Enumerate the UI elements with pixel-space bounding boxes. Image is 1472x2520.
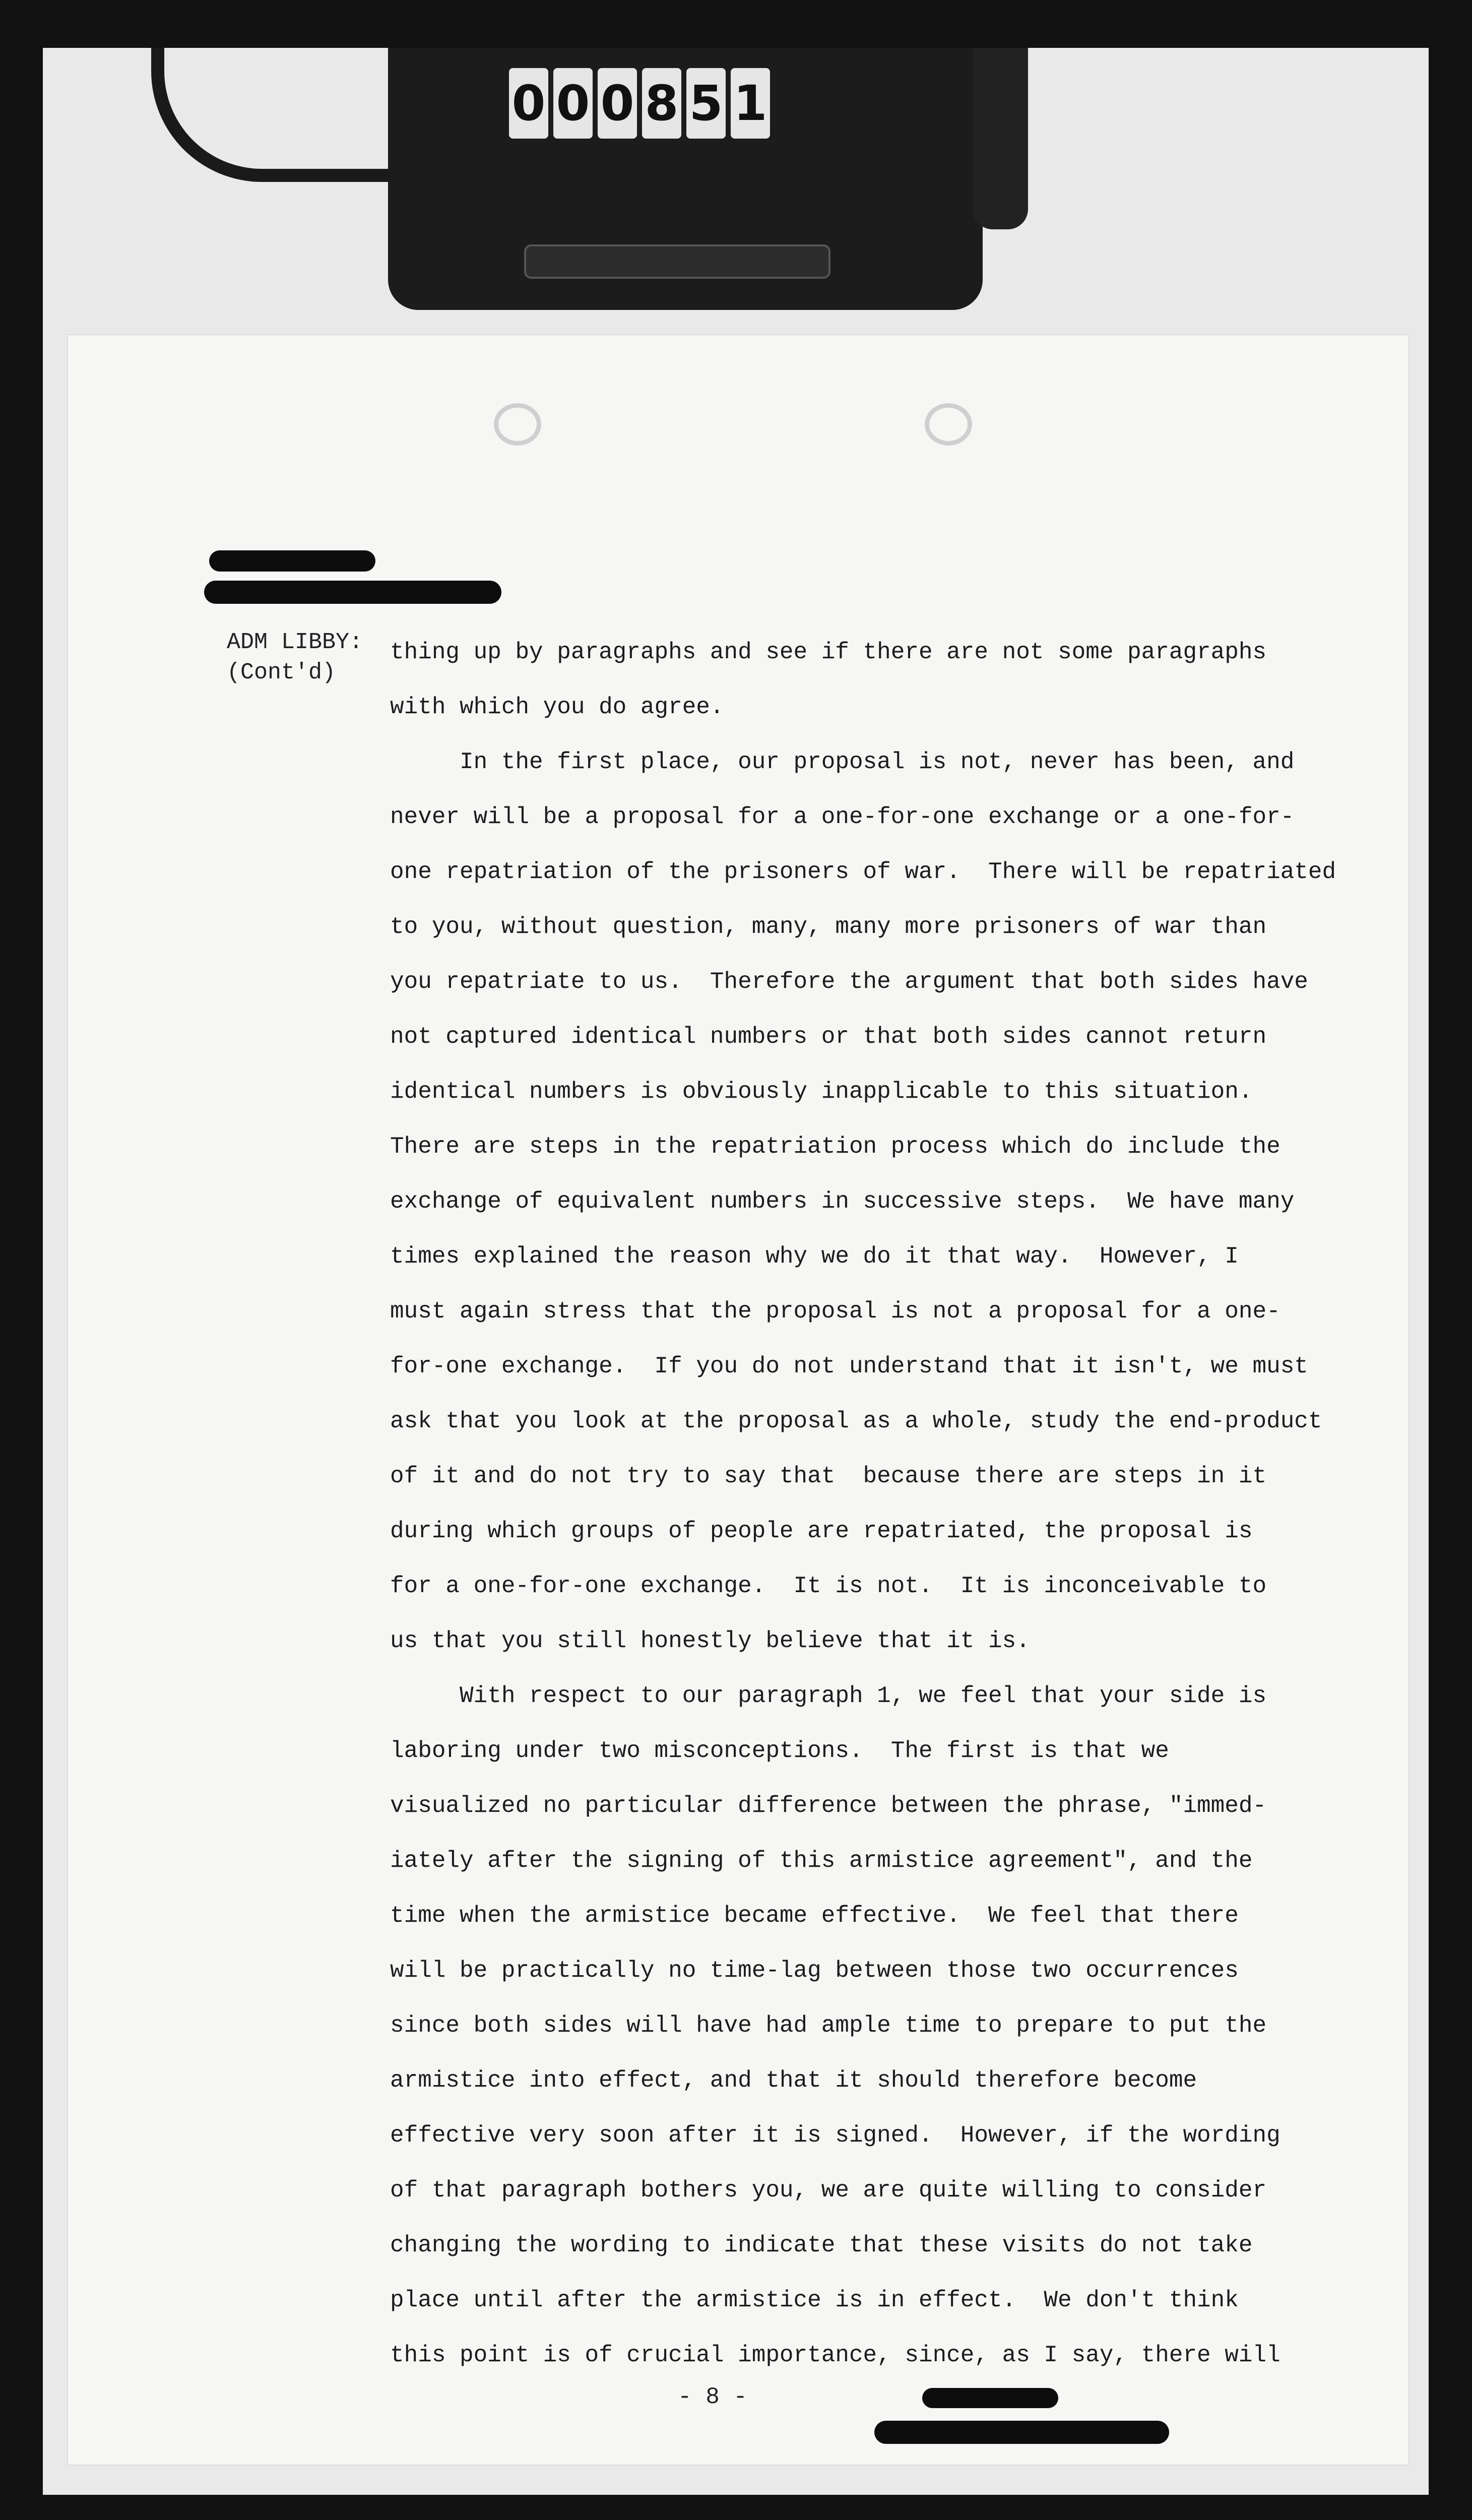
text-line: this point is of crucial importance, since, as I say, there will: [390, 2342, 1281, 2368]
text-line: for-one exchange. If you do not understand that it isn't, we must: [390, 1353, 1308, 1379]
text-line: time when the armistice became effective. We feel that there: [390, 1903, 1239, 1929]
text-line: With respect to our paragraph 1, we feel that your side is: [390, 1683, 1267, 1709]
text-line: place until after the armistice is in effect. We don't think: [390, 2287, 1239, 2313]
text-line: There are steps in the repatriation process which do include the: [390, 1133, 1281, 1160]
text-line: of it and do not try to say that because there are steps in it: [390, 1463, 1267, 1489]
text-line: thing up by paragraphs and see if there are not some paragraphs: [390, 639, 1267, 665]
text-line: for a one-for-one exchange. It is not. It is inconceivable to: [390, 1573, 1267, 1599]
text-line: changing the wording to indicate that these visits do not take: [390, 2232, 1253, 2258]
counter-digit: 0: [509, 68, 548, 139]
text-line: you repatriate to us. Therefore the argument that both sides have: [390, 969, 1308, 995]
text-line: to you, without question, many, many more prisoners of war than: [390, 914, 1267, 940]
text-line: us that you still honestly believe that it is.: [390, 1628, 1030, 1654]
text-line: visualized no particular difference between the phrase, "immed-: [390, 1793, 1267, 1819]
text-line: In the first place, our proposal is not, never has been, and: [390, 749, 1295, 775]
speaker-continued-note: (Cont'd): [227, 660, 336, 685]
page-number: - 8 -: [678, 2384, 748, 2410]
document-body: [390, 625, 1337, 2383]
text-line: one repatriation of the prisoners of war. There will be repatriated: [390, 859, 1336, 885]
text-line: never will be a proposal for a one-for-one exchange or a one-for-: [390, 804, 1295, 830]
counter-digit: 8: [642, 68, 681, 139]
counter-plate: [524, 244, 830, 279]
counter-knob: [973, 48, 1028, 229]
text-line: during which groups of people are repatriated, the proposal is: [390, 1518, 1253, 1544]
counter-digit: 0: [553, 68, 593, 139]
text-line: identical numbers is obviously inapplicable to this situation.: [390, 1079, 1253, 1105]
text-line: iately after the signing of this armistice agreement", and the: [390, 1848, 1253, 1874]
counter-digit: 5: [686, 68, 726, 139]
redaction-bar: [209, 550, 375, 572]
punch-hole: [494, 403, 541, 446]
speaker-label: [227, 627, 393, 688]
text-line: effective very soon after it is signed. However, if the wording: [390, 2122, 1281, 2149]
redaction-bar: [874, 2421, 1169, 2444]
text-line: exchange of equivalent numbers in successive steps. We have many: [390, 1188, 1295, 1215]
text-line: of that paragraph bothers you, we are quite willing to consider: [390, 2177, 1267, 2203]
text-line: armistice into effect, and that it should therefore become: [390, 2067, 1197, 2094]
text-line: will be practically no time-lag between those two occurrences: [390, 1958, 1239, 1984]
text-line: since both sides will have had ample time to prepare to put the: [390, 2012, 1267, 2039]
counter-digit: 0: [598, 68, 637, 139]
text-line: not captured identical numbers or that both sides cannot return: [390, 1024, 1267, 1050]
redaction-bar: [922, 2388, 1058, 2408]
text-line: with which you do agree.: [390, 694, 724, 720]
text-line: times explained the reason why we do it that way. However, I: [390, 1243, 1239, 1270]
redaction-bar: [204, 581, 501, 604]
speaker-name: ADM LIBBY:: [227, 629, 363, 655]
text-line: laboring under two misconceptions. The first is that we: [390, 1738, 1169, 1764]
text-line: ask that you look at the proposal as a whole, study the end-product: [390, 1408, 1322, 1434]
counter-digits: [509, 68, 770, 139]
punch-hole: [925, 403, 972, 446]
text-line: must again stress that the proposal is not a proposal for a one-: [390, 1298, 1281, 1325]
counter-digit: 1: [731, 68, 770, 139]
